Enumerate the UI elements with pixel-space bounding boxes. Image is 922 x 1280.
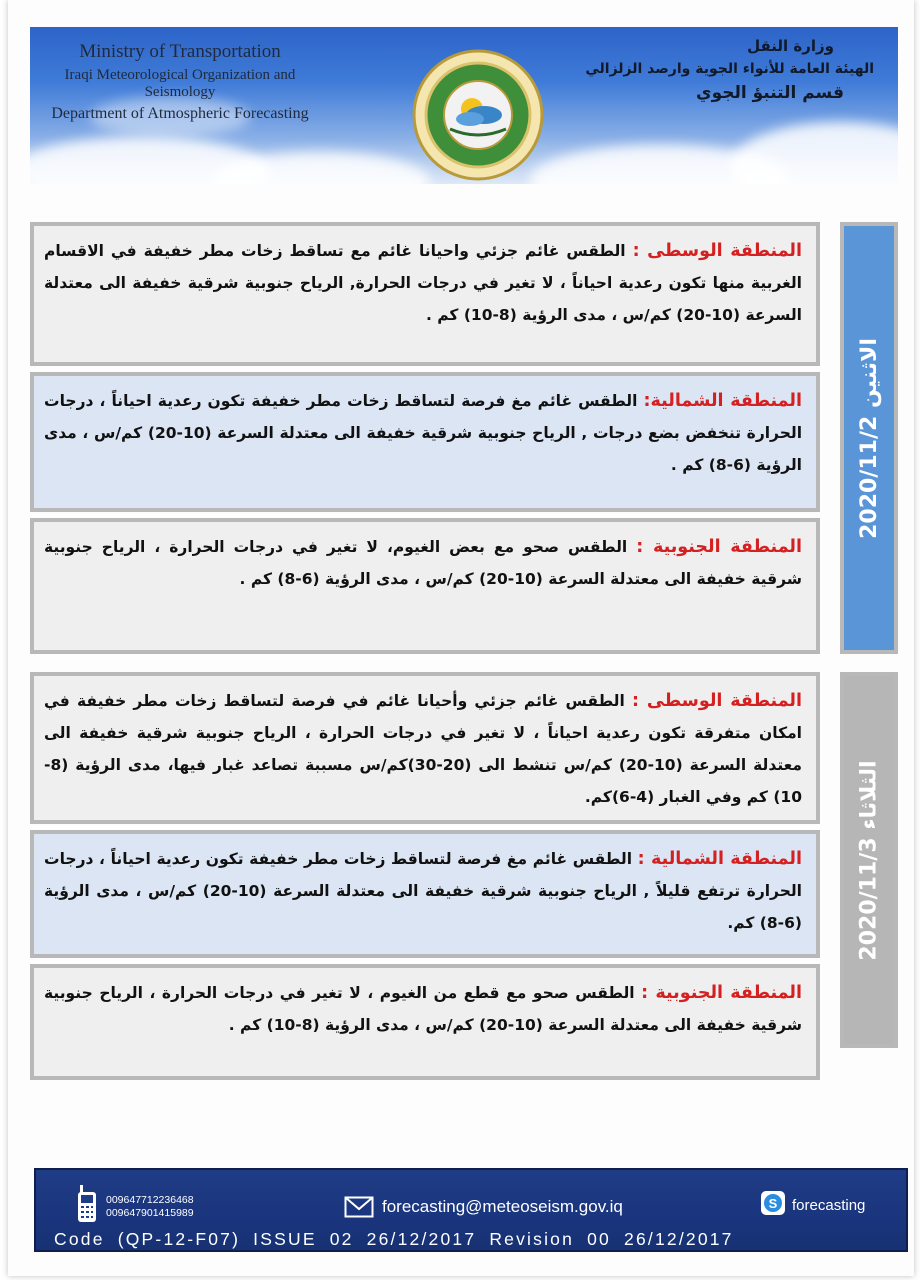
phone-number-1: 009647712236468 [106, 1194, 194, 1206]
region-text: الطقس صحو مع قطع من الغيوم ، لا تغير في درجات الحرارة ، الرياح جنوبية شرقية خفيفة الى معتدلة السرعة (10-20) كم/س ، مدى الرؤية (8-10) كم . [44, 984, 802, 1034]
department-name: Department of Atmospheric Forecasting [51, 105, 309, 122]
phone-icon [76, 1184, 98, 1224]
organization-name: Iraqi Meteorological Organization and Seismology [64, 67, 296, 100]
date-label: الثلاثاء 2020/11/3 [856, 759, 882, 961]
header-arabic [584, 37, 874, 103]
region-label: المنطقة الوسطى : [632, 691, 803, 711]
header-banner [30, 27, 898, 184]
region-label: المنطقة الشمالية : [637, 849, 802, 869]
region-north-day1 [30, 372, 820, 512]
ministry-name: Ministry of Transportation [79, 41, 281, 62]
organization-logo-icon [412, 49, 544, 181]
region-text: الطقس غائم جزئي واحيانا غائم مع تساقط زخات مطر خفيفة في الاقسام الغربية منها تكون رعدية احياناً ، لا تغير في درجات الحرارة, الرياح جنوبية شرقية خفيفة الى معتدلة السرعة (10-20) كم/س ، مدى الرؤية (8-10) كم . [44, 242, 802, 324]
email-address[interactable]: forecasting@meteoseism.gov.iq [382, 1197, 623, 1216]
region-north-day2 [30, 830, 820, 958]
date-bar-day2 [840, 672, 898, 1048]
phone-numbers [106, 1194, 194, 1220]
skype-icon [760, 1190, 786, 1216]
region-text: الطقس غائم جزئي وأحيانا غائم في فرصة لتساقط زخات مطر خفيفة في امكان متفرقة تكون رعدية احياناً ، لا تغير في درجات الحرارة ، الرياح جنوبية شرقية خفيفة الى معتدلة السرعة (10-20) كم/س تنشط الى (20-30)كم/س مسببة تصاعد غبار فيها، مدى الرؤية (8-10) كم وفي الغبار (4-6)كم. [44, 692, 803, 806]
skype-handle[interactable]: forecasting [792, 1197, 866, 1214]
region-label: المنطقة الجنوبية : [641, 983, 802, 1003]
region-label: المنطقة الوسطى : [632, 241, 803, 261]
phone-number-2: 009647901415989 [106, 1207, 194, 1219]
svg-text:S: S [768, 1196, 778, 1211]
region-central-day2 [30, 672, 820, 824]
region-text: الطقس غائم مغ فرصة لتساقط زخات مطر خفيفة تكون رعدية احياناً ، درجات الحرارة ترتفع قليلاً , الرياح جنوبية شرقية خفيفة الى معتدلة السرعة (10-20) كم/س ، مدى الرؤية (6-8) كم. [44, 850, 802, 932]
region-central-day1 [30, 222, 820, 366]
department-name-arabic: قسم التنبؤ الجوي [696, 83, 844, 103]
header-english [30, 41, 330, 123]
date-bar-day1 [840, 222, 898, 654]
date-label: الاثنين 2020/11/2 [856, 337, 882, 539]
document-page [8, 0, 914, 1276]
region-south-day1 [30, 518, 820, 654]
forecast-day-1 [30, 222, 898, 654]
region-south-day2 [30, 964, 820, 1080]
organization-name-arabic: الهيئة العامة للأنواء الجوية وارصد الزلزالي [585, 61, 874, 77]
region-label: المنطقة الشمالية: [643, 391, 802, 411]
region-label: المنطقة الجنوبية : [636, 537, 802, 557]
region-text: الطقس صحو مع بعض الغيوم، لا تغير في درجات الحرارة ، الرياح جنوبية شرقية خفيفة الى معتدلة السرعة (10-20) كم/س ، مدى الرؤية (6-8) كم . [44, 538, 802, 588]
forecast-day-2 [30, 672, 898, 1082]
footer-bar [34, 1168, 908, 1252]
document-code-line: Code (QP-12-F07) ISSUE 02 26/12/2017 Revision 00 26/12/2017 [54, 1229, 734, 1249]
region-text: الطقس غائم مغ فرصة لتساقط زخات مطر خفيفة تكون رعدية احياناً ، درجات الحرارة تنخفض بضع درجات , الرياح جنوبية شرقية خفيفة الى معتدلة السرعة (10-20) كم/س ، مدى الرؤية (6-8) كم . [44, 392, 803, 474]
mail-icon [344, 1196, 374, 1218]
ministry-name-arabic: وزارة النقل [747, 37, 834, 55]
